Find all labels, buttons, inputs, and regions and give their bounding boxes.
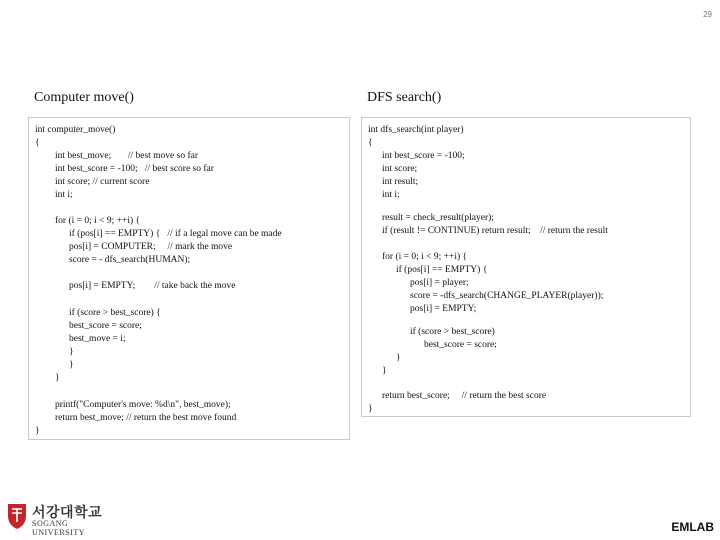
code-line: best_score = score;: [69, 321, 142, 331]
code-line: int dfs_search(int player): [368, 125, 464, 135]
lab-label: EMLAB: [671, 520, 714, 534]
code-line: result = check_result(player);: [382, 213, 494, 223]
right-code-box: [361, 117, 691, 417]
code-line: pos[i] = COMPUTER; // mark the move: [69, 242, 233, 252]
code-line: int i;: [382, 190, 400, 200]
left-panel-title: Computer move(): [34, 90, 134, 105]
university-logo: [6, 502, 116, 537]
right-panel-title: DFS search(): [367, 90, 442, 105]
code-line: int score; // current score: [55, 177, 150, 187]
seal-icon: [6, 502, 28, 530]
code-line: return best_move; // return the best move found: [55, 413, 237, 423]
page-number: 29: [703, 10, 712, 19]
code-line: for (i = 0; i < 9; ++i) {: [382, 252, 468, 262]
code-line: }: [368, 404, 373, 414]
code-line: }: [396, 353, 401, 363]
code-line: best_move = i;: [69, 334, 126, 344]
code-line: int result;: [382, 177, 419, 187]
code-line: int computer_move(): [35, 125, 116, 135]
code-line: return best_score; // return the best score: [382, 391, 547, 401]
code-line: }: [69, 360, 74, 370]
logo-title: 서강대학교: [32, 504, 103, 520]
code-line: int best_score = -100;: [382, 151, 465, 161]
code-line: int best_score = -100; // best score so far: [55, 164, 214, 174]
code-line: pos[i] = player;: [410, 278, 469, 288]
code-line: for (i = 0; i < 9; ++i) {: [55, 216, 141, 226]
code-line: int best_move; // best move so far: [55, 151, 199, 161]
code-line: pos[i] = EMPTY; // take back the move: [69, 281, 236, 291]
code-line: if (pos[i] == EMPTY) {: [396, 265, 488, 275]
code-line: }: [55, 373, 60, 383]
code-line: if (score > best_score): [410, 327, 495, 337]
left-code-box: [28, 117, 350, 440]
logo-subtitle: SOGANG UNIVERSITY: [32, 519, 85, 537]
code-line: printf("Computer's move: %d\n", best_move);: [55, 400, 231, 410]
code-line: int i;: [55, 190, 73, 200]
code-line: }: [382, 366, 387, 376]
code-line: score = -dfs_search(CHANGE_PLAYER(player));: [410, 291, 604, 301]
code-line: if (score > best_score) {: [69, 308, 161, 318]
code-line: if (result != CONTINUE) return result; // return the result: [382, 226, 608, 236]
code-line: {: [35, 138, 40, 148]
code-line: }: [69, 347, 74, 357]
code-line: if (pos[i] == EMPTY) { // if a legal move can be made: [69, 229, 282, 239]
code-line: {: [368, 138, 373, 148]
code-line: best_score = score;: [424, 340, 497, 350]
code-line: pos[i] = EMPTY;: [410, 304, 477, 314]
code-line: score = - dfs_search(HUMAN);: [69, 255, 191, 265]
code-line: }: [35, 426, 40, 436]
code-line: int score;: [382, 164, 418, 174]
